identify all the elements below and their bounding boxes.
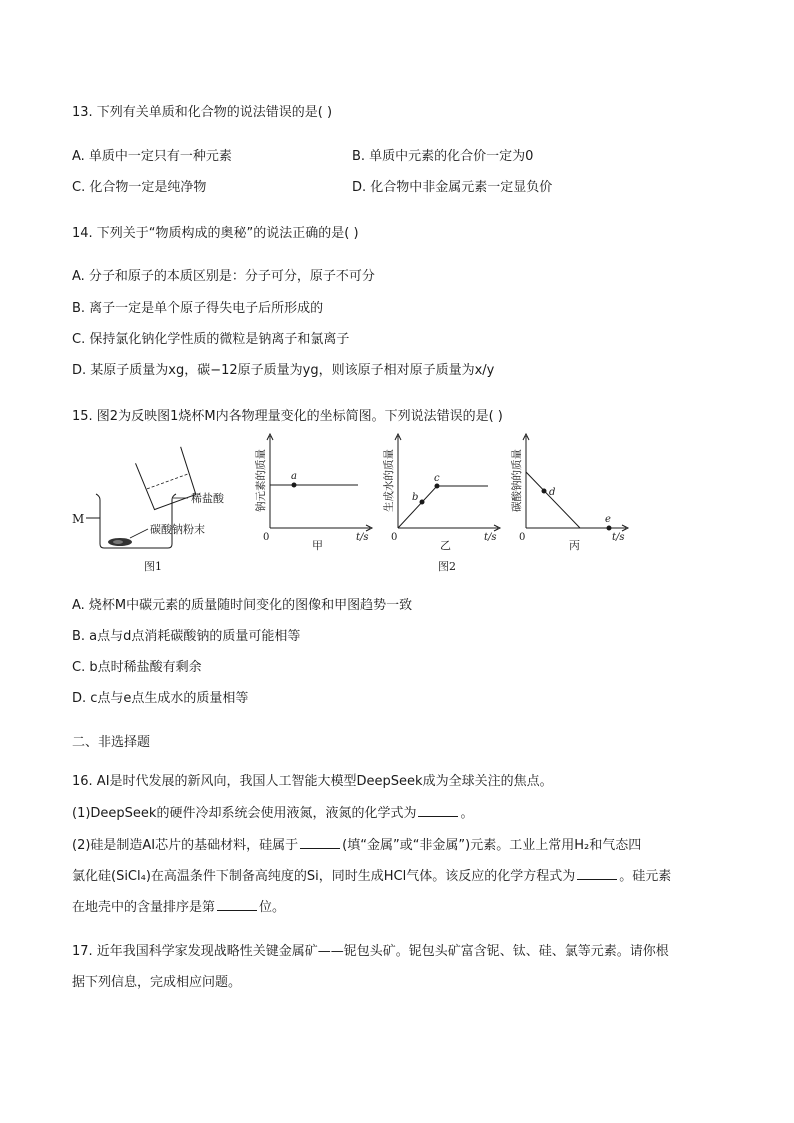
q16-part2-line2 bbox=[72, 867, 671, 886]
answer-blank[interactable] bbox=[418, 804, 458, 817]
acid-label: 稀盐酸 bbox=[191, 492, 224, 505]
q16-part2-text-a: (2)硅是制造AI芯片的基础材料，硅属于 bbox=[72, 838, 299, 853]
graph-jia-origin: 0 bbox=[263, 532, 270, 543]
graph-bing-xlabel: t/s bbox=[612, 532, 625, 543]
q16-part2-text-c: 氯化硅(SiCl₄)在高温条件下制备高纯度的Si，同时生成HCl气体。该反应的化学方程式为 bbox=[72, 869, 576, 884]
question-13-stem: 13. 下列有关单质和化合物的说法错误的是( ) bbox=[72, 105, 333, 120]
q15-option-d: D. c点与e点生成水的质量相等 bbox=[72, 691, 249, 706]
section-title: 二、非选择题 bbox=[72, 735, 151, 750]
answer-blank[interactable] bbox=[217, 898, 257, 911]
q16-part2-text-e: 在地壳中的含量排序是第 bbox=[72, 900, 216, 915]
graph-bing-name: 丙 bbox=[569, 539, 580, 552]
q13-option-c: C. 化合物一定是纯净物 bbox=[72, 180, 207, 195]
question-14-stem: 14. 下列关于“物质构成的奥秘”的说法正确的是( ) bbox=[72, 226, 359, 241]
graph-jia bbox=[254, 434, 372, 552]
graph-yi-xlabel: t/s bbox=[484, 532, 497, 543]
q15-option-b: B. a点与d点消耗碳酸钠的质量可能相等 bbox=[72, 629, 301, 644]
q16-part2-text-b: (填“金属”或“非金属”)元素。工业上常用H₂和气态四 bbox=[342, 838, 642, 853]
q16-part2-text-d: 。硅元素 bbox=[619, 869, 672, 884]
q16-part1-end: 。 bbox=[460, 806, 474, 821]
question-17-line2: 据下列信息，完成相应问题。 bbox=[72, 975, 242, 990]
graph-jia-name: 甲 bbox=[312, 539, 323, 552]
q16-part2-line3 bbox=[72, 898, 285, 917]
q16-part1-text: (1)DeepSeek的硬件冷却系统会使用液氮，液氮的化学式为 bbox=[72, 806, 417, 821]
question-15-figure bbox=[70, 432, 640, 577]
figure-1-pouring-beaker bbox=[136, 447, 225, 510]
q13-option-b: B. 单质中元素的化合价一定为0 bbox=[352, 149, 534, 164]
graph-bing-point-e: e bbox=[605, 514, 611, 525]
question-17-line1: 17. 近年我国科学家发现战略性关键金属矿——铌包头矿。铌包头矿富含铌、钛、硅、氯等元素。请你根 bbox=[72, 944, 669, 959]
graph-bing-origin: 0 bbox=[519, 532, 526, 543]
graph-bing bbox=[510, 434, 628, 552]
graph-yi bbox=[382, 434, 500, 573]
graph-bing-point-d: d bbox=[549, 487, 556, 498]
graph-yi-name: 乙 bbox=[440, 539, 451, 552]
graph-bing-ylabel: 碳酸钠的质量 bbox=[511, 449, 523, 512]
q13-option-d: D. 化合物中非金属元素一定显负价 bbox=[352, 180, 553, 195]
q14-option-a: A. 分子和原子的本质区别是：分子可分，原子不可分 bbox=[72, 269, 375, 284]
question-16-stem: 16. AI是时代发展的新风向，我国人工智能大模型DeepSeek成为全球关注的焦点。 bbox=[72, 774, 553, 789]
q15-option-c: C. b点时稀盐酸有剩余 bbox=[72, 660, 202, 675]
graph-yi-origin: 0 bbox=[391, 532, 398, 543]
q16-part1 bbox=[72, 804, 473, 823]
figure-1-beaker bbox=[72, 494, 205, 548]
answer-blank[interactable] bbox=[577, 867, 617, 880]
figure-1-caption: 图1 bbox=[144, 560, 162, 573]
q14-option-b: B. 离子一定是单个原子得失电子后所形成的 bbox=[72, 301, 324, 316]
graph-yi-point-b: b bbox=[412, 492, 419, 503]
powder-label: 碳酸钠粉末 bbox=[150, 523, 205, 536]
q16-part2-text-f: 位。 bbox=[259, 900, 286, 915]
question-15-stem: 15. 图2为反映图1烧杯M内各物理量变化的坐标简图。下列说法错误的是( ) bbox=[72, 409, 503, 424]
answer-blank[interactable] bbox=[300, 836, 340, 849]
graph-yi-point-c: c bbox=[434, 473, 440, 484]
q14-option-c: C. 保持氯化钠化学性质的微粒是钠离子和氯离子 bbox=[72, 332, 350, 347]
graph-yi-ylabel: 生成水的质量 bbox=[383, 449, 395, 512]
graph-jia-point-a: a bbox=[291, 471, 297, 482]
q15-option-a: A. 烧杯M中碳元素的质量随时间变化的图像和甲图趋势一致 bbox=[72, 598, 413, 613]
q16-part2-line1 bbox=[72, 836, 641, 855]
figure-2-caption: 图2 bbox=[438, 560, 456, 573]
graph-jia-ylabel: 钠元素的质量 bbox=[255, 449, 267, 512]
q13-option-a: A. 单质中一定只有一种元素 bbox=[72, 149, 232, 164]
graph-jia-xlabel: t/s bbox=[356, 532, 369, 543]
q14-option-d: D. 某原子质量为xg，碳−12原子质量为yg，则该原子相对原子质量为x/y bbox=[72, 363, 495, 378]
beaker-label: M bbox=[72, 512, 85, 526]
